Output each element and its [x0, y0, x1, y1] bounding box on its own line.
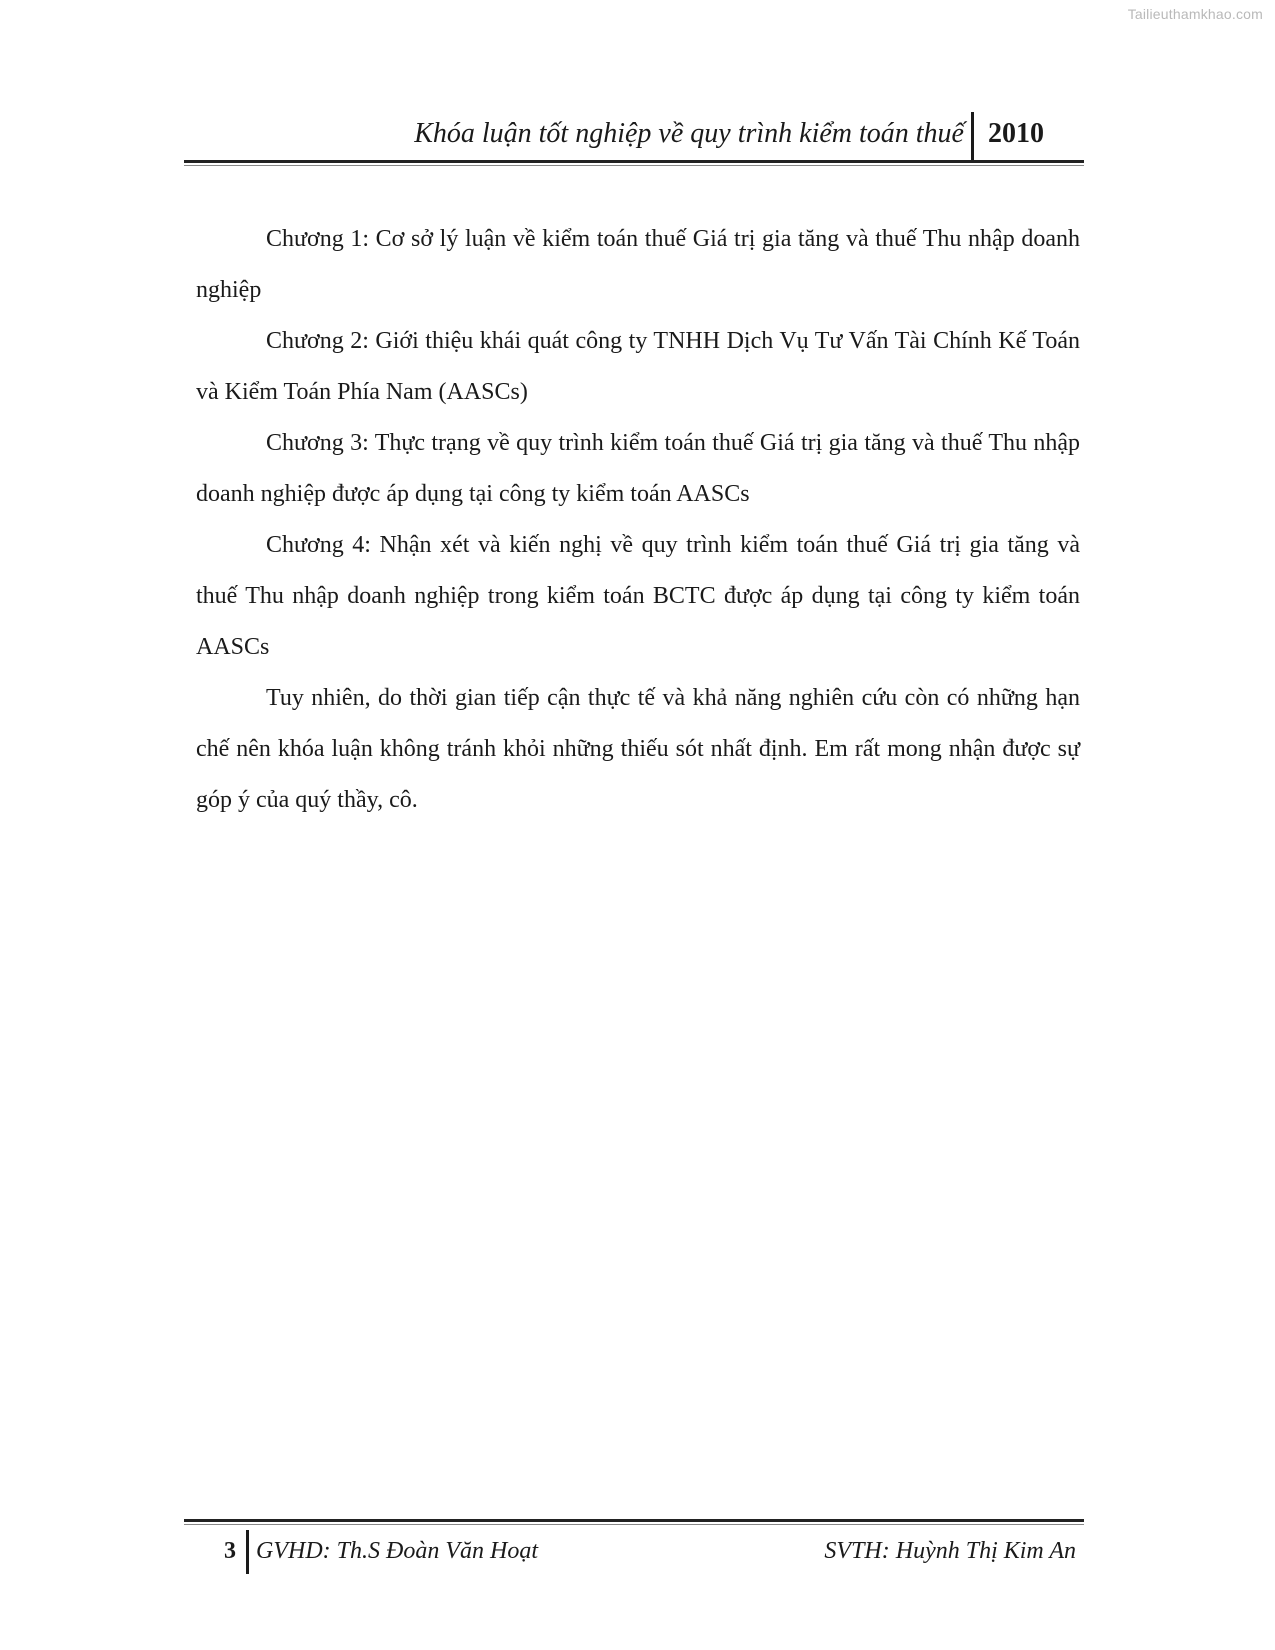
header-title: Khóa luận tốt nghiệp về quy trình kiểm toán thuế — [414, 118, 964, 149]
header-rule-thin — [184, 165, 1084, 166]
footer-rule — [184, 1519, 1084, 1522]
watermark: Tailieuthamkhao.com — [1127, 6, 1263, 22]
header-divider — [971, 112, 974, 160]
header-rule — [184, 160, 1084, 163]
paragraph-chapter-2: Chương 2: Giới thiệu khái quát công ty TNHH Dịch Vụ Tư Vấn Tài Chính Kế Toán và Kiểm Toán Phía Nam (AASCs) — [196, 328, 1080, 405]
footer-rule-thin — [184, 1524, 1084, 1525]
page-footer — [196, 1530, 1076, 1574]
footer-advisor: GVHD: Th.S Đoàn Văn Hoạt — [256, 1538, 538, 1564]
header-year: 2010 — [988, 118, 1044, 149]
paragraph-chapter-4: Chương 4: Nhận xét và kiến nghị về quy trình kiểm toán thuế Giá trị gia tăng và thuế Thu nhập doanh nghiệp trong kiểm toán BCTC được áp dụng tại công ty kiểm toán AASCs — [196, 532, 1080, 660]
page-number: 3 — [224, 1538, 236, 1564]
body-text — [196, 214, 1080, 826]
paragraph-closing: Tuy nhiên, do thời gian tiếp cận thực tế và khả năng nghiên cứu còn có những hạn chế nên khóa luận không tránh khỏi những thiếu sót nhất định. Em rất mong nhận được sự góp ý của quý thầy, cô. — [196, 685, 1080, 813]
paragraph-chapter-1: Chương 1: Cơ sở lý luận về kiểm toán thuế Giá trị gia tăng và thuế Thu nhập doanh nghiệp — [196, 226, 1080, 303]
footer-divider — [246, 1530, 249, 1574]
paragraph-chapter-3: Chương 3: Thực trạng về quy trình kiểm toán thuế Giá trị gia tăng và thuế Thu nhập doanh nghiệp được áp dụng tại công ty kiểm toán AASCs — [196, 430, 1080, 507]
page-header — [184, 108, 1084, 160]
footer-student: SVTH: Huỳnh Thị Kim An — [824, 1538, 1076, 1564]
